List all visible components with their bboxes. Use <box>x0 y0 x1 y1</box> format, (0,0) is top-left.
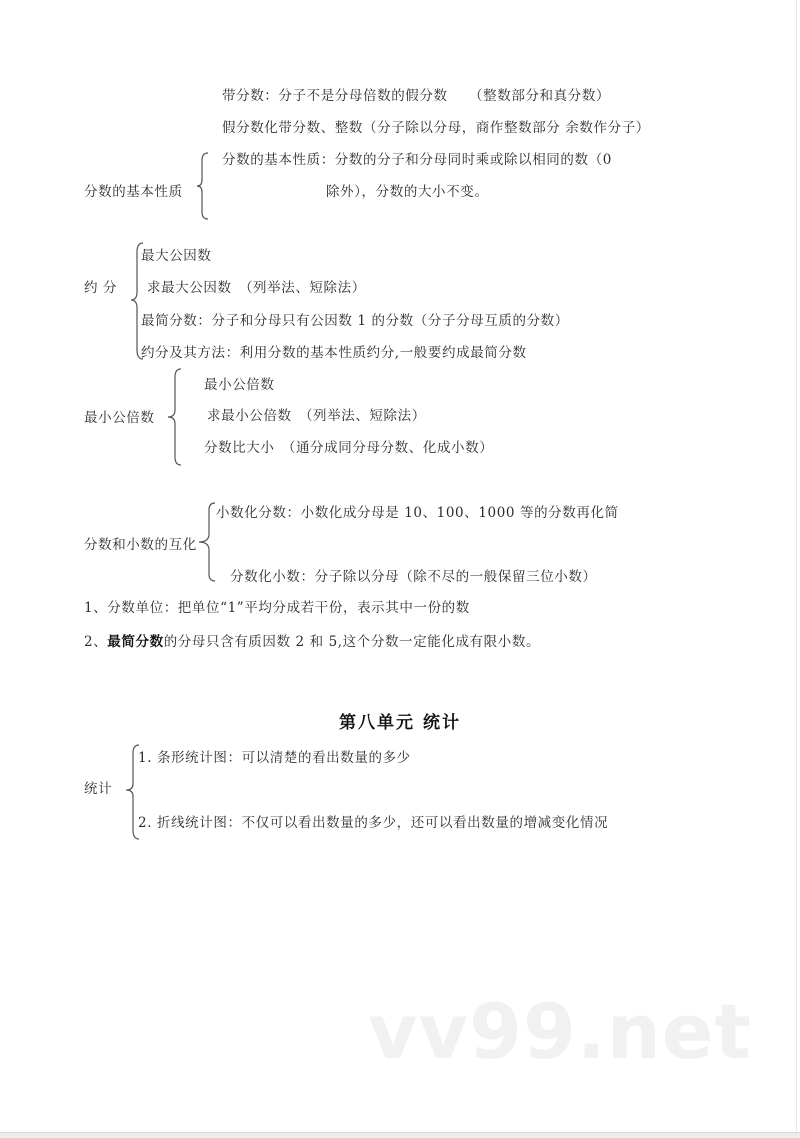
note-prefix: 2、 <box>84 634 108 650</box>
reduction-item: 最大公因数 <box>141 248 212 264</box>
note-fraction-unit: 1、分数单位：把单位“1”平均分成若干份，表示其中一份的数 <box>84 600 470 616</box>
reduction-item: 约分及其方法：利用分数的基本性质约分,一般要约成最简分数 <box>141 345 527 361</box>
unit-title: 第八单元 统计 <box>339 713 461 733</box>
reduction-item: 最简分数：分子和分母只有公因数 1 的分数（分子分母互质的分数） <box>141 313 569 329</box>
statistics-item: 1. 条形统计图：可以清楚的看出数量的多少 <box>138 750 411 766</box>
note-bold-term: 最简分数 <box>107 634 164 650</box>
page-bottom-edge <box>0 1132 800 1138</box>
lcm-item: 最小公倍数 <box>204 377 275 393</box>
watermark: vv99.net <box>368 987 752 1076</box>
basic-property-item-line2: 除外），分数的大小不变。 <box>326 184 489 200</box>
lcm-label: 最小公倍数 <box>84 410 155 426</box>
basic-property-item-line1: 分数的基本性质：分数的分子和分母同时乘或除以相同的数（0 <box>222 152 612 168</box>
reduction-item: 求最大公因数 （列举法、短除法） <box>147 280 366 296</box>
conversion-item: 分数化小数：分子除以分母（除不尽的一般保留三位小数） <box>230 569 597 585</box>
statistics-item: 2. 折线统计图：不仅可以看出数量的多少，还可以看出数量的增减变化情况 <box>138 815 609 831</box>
lcm-item: 分数比大小 （通分成同分母分数、化成小数） <box>204 440 494 456</box>
brace-icon <box>166 368 182 466</box>
note-simplest-fraction <box>84 634 540 650</box>
mixed-number-line: 带分数：分子不是分母倍数的假分数 （整数部分和真分数） <box>222 88 611 104</box>
conversion-item: 小数化分数：小数化成分母是 10、100、1000 等的分数再化简 <box>216 505 619 521</box>
brace-icon <box>196 500 216 584</box>
improper-to-mixed-line: 假分数化带分数、整数（分子除以分母，商作整数部分 余数作分子） <box>222 120 650 136</box>
conversion-label: 分数和小数的互化 <box>84 537 197 553</box>
brace-icon <box>196 152 210 220</box>
basic-property-label: 分数的基本性质 <box>84 184 183 200</box>
note-rest: 的分母只含有质因数 2 和 5,这个分数一定能化成有限小数。 <box>163 634 541 650</box>
reduction-label: 约 分 <box>84 280 118 296</box>
statistics-label: 统计 <box>84 781 113 797</box>
lcm-item: 求最小公倍数 （列举法、短除法） <box>207 408 426 424</box>
